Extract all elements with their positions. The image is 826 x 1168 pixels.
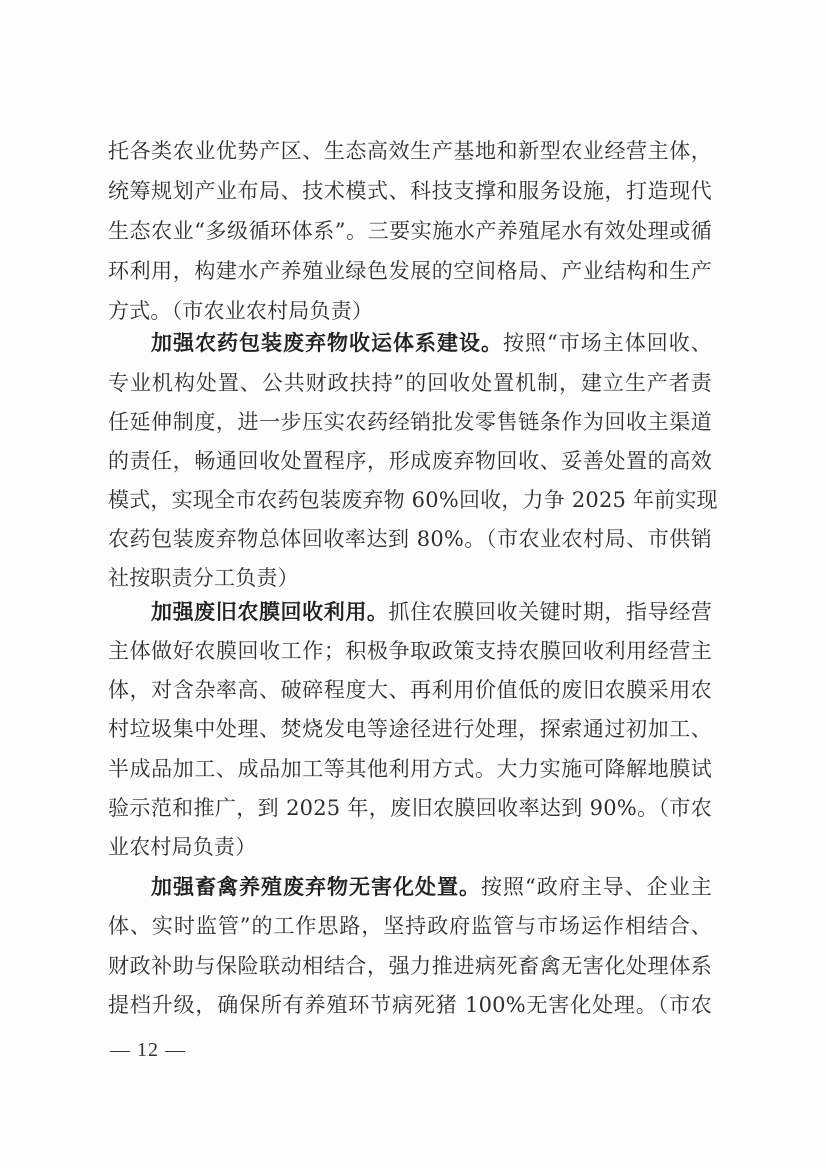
section-heading: 加强废旧农膜回收利用。 <box>151 600 389 624</box>
text-line: 方式。（市农业农村局负责） <box>108 299 374 323</box>
text-line: 任延伸制度，进一步压实农药经销批发零售链条作为回收主渠道 <box>108 410 712 434</box>
text-line: 业农村局负责） <box>108 835 257 859</box>
section-first-line <box>151 872 712 902</box>
text-line: 财政补助与保险联动相结合，强力推进病死畜禽无害化处理体系 <box>108 954 712 978</box>
text-line: 环利用，构建水产养殖业绿色发展的空间格局、产业结构和生产 <box>108 259 712 283</box>
section-text: 按照“市场主体回收、 <box>503 331 712 355</box>
text-line: 模式，实现全市农药包装废弃物 60%回收，力争 2025 年前实现 <box>108 488 718 512</box>
text-line: 生态农业“多级循环体系”。三要实施水产养殖尾水有效处理或循 <box>108 219 712 243</box>
text-line: 托各类农业优势产区、生态高效生产基地和新型农业经营主体， <box>108 139 712 163</box>
text-line: 农药包装废弃物总体回收率达到 80%。（市农业农村局、市供销 <box>108 527 712 551</box>
text-line: 提档升级，确保所有养殖环节病死猪 100%无害化处理。（市农 <box>108 993 712 1017</box>
text-line: 统筹规划产业布局、技术模式、科技支撑和服务设施，打造现代 <box>108 179 712 203</box>
text-line: 主体做好农膜回收工作；积极争取政策支持农膜回收利用经营主 <box>108 639 712 663</box>
text-line: 体，对含杂率高、破碎程度大、再利用价值低的废旧农膜采用农 <box>108 678 712 702</box>
page-number: — 12 — <box>110 1039 186 1061</box>
text-line: 半成品加工、成品加工等其他利用方式。大力实施可降解地膜试 <box>108 757 712 781</box>
section-first-line <box>151 328 712 358</box>
text-line: 的责任，畅通回收处置程序，形成废弃物回收、妥善处置的高效 <box>108 449 712 473</box>
text-line: 村垃圾集中处理、焚烧发电等途径进行处理，探索通过初加工、 <box>108 717 712 741</box>
section-first-line <box>151 597 712 627</box>
section-heading: 加强农药包装废弃物收运体系建设。 <box>151 331 504 355</box>
text-line: 专业机构处置、公共财政扶持”的回收处置机制，建立生产者责 <box>108 371 712 395</box>
section-heading: 加强畜禽养殖废弃物无害化处置。 <box>151 875 482 899</box>
text-line: 体、实时监管”的工作思路，坚持政府监管与市场运作相结合、 <box>108 914 712 938</box>
section-text: 按照“政府主导、企业主 <box>481 875 713 899</box>
text-line: 验示范和推广，到 2025 年，废旧农膜回收率达到 90%。（市农 <box>108 796 712 820</box>
section-text: 抓住农膜回收关键时期，指导经营 <box>388 600 713 624</box>
text-line: 社按职责分工负责） <box>108 566 299 590</box>
